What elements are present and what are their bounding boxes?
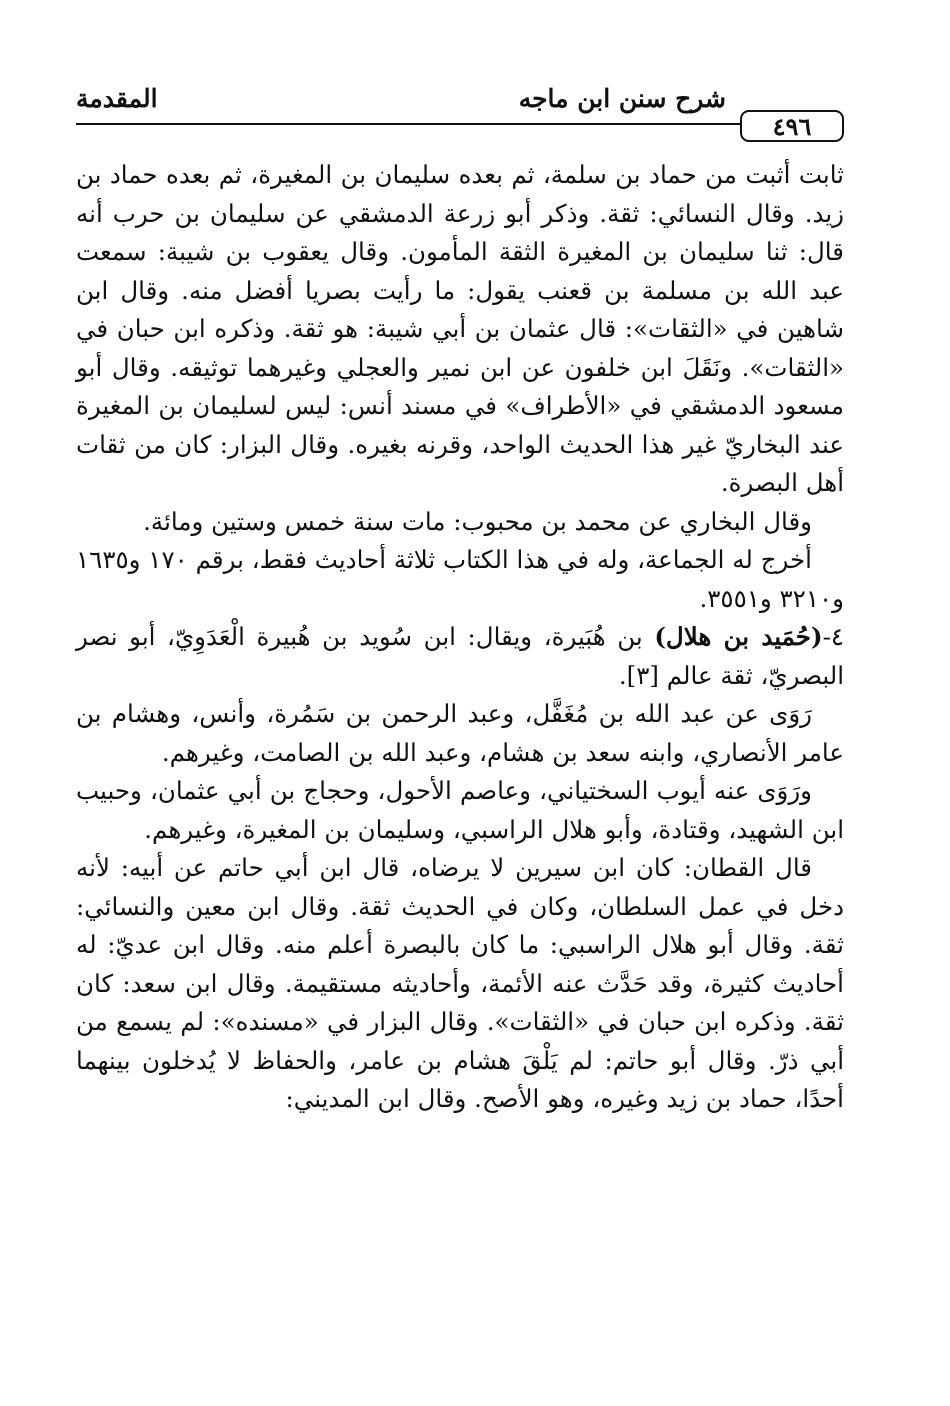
- paragraph-7: قال القطان: كان ابن سيرين لا يرضاه، قال ابن أبي حاتم عن أبيه: لأنه دخل في عمل السلطان، وكان في الحديث ثقة. وقال ابن معين والنسائي: ثقة. وقال أبو هلال الراسبي: ما كان بالبصرة أعلم منه. وقال ابن عديّ: له أحاديث كثيرة، وقد حَدَّث عنه الأئمة، وأحاديثه مستقيمة. وقال ابن سعد: كان ثقة. وذكره ابن حبان في «الثقات». وقال البزار في «مسنده»: لم يسمع من أبي ذرّ. وقال أبو حاتم: لم يَلْقَ هشام بن عامر، والحفاظ لا يُدخلون بينهما أحدًا، حماد بن زيد وغيره، وهو الأصح. وقال ابن المديني:: [76, 853, 844, 1113]
- paragraph-4-biography: [76, 618, 844, 695]
- section-title: المقدمة: [76, 84, 158, 113]
- page-number: ٤٩٦: [740, 110, 844, 142]
- header-rule: [76, 123, 742, 125]
- paragraph-1: ثابت أثبت من حماد بن سلمة، ثم بعده سليمان بن المغيرة، ثم بعده حماد بن زيد. وقال النسائي: ثقة. وذكر أبو زرعة الدمشقي عن سليمان بن حرب أنه قال: ثنا سليمان بن المغيرة الثقة المأمون. وقال يعقوب بن شيبة: سمعت عبد الله بن مسلمة بن قعنب يقول: ما رأيت بصريا أفضل منه. وقال ابن شاهين في «الثقات»: قال عثمان بن أبي شيبة: هو ثقة. وذكره ابن حبان في «الثقات». ونَقَلَ ابن خلفون عن ابن نمير والعجلي وغيرهما توثيقه. وقال أبو مسعود الدمشقي في «الأطراف» في مسند أنس: ليس لسليمان بن المغيرة عند البخاريّ غير هذا الحديث الواحد، وقرنه بغيره. وقال البزار: كان من ثقات أهل البصرة.: [76, 160, 844, 497]
- page-body: [76, 156, 844, 1119]
- book-title: شرح سنن ابن ماجه: [518, 84, 726, 113]
- paragraph-6: ورَوَى عنه أيوب السختياني، وعاصم الأحول، وحجاج بن أبي عثمان، وحبيب ابن الشهيد، وقتادة، وأبو هلال الراسبي، وسليمان بن المغيرة، وغيرهم.: [76, 776, 844, 844]
- page-header: [76, 84, 844, 148]
- biography-name: (حُمَيد بن هلال): [654, 622, 823, 651]
- paragraph-5: رَوَى عن عبد الله بن مُغَفَّل، وعبد الرحمن بن سَمُرة، وأنس، وهشام بن عامر الأنصاري، وابنه سعد بن هشام، وعبد الله بن الصامت، وغيرهم.: [76, 699, 844, 767]
- biography-number: ٤-: [822, 622, 845, 651]
- paragraph-2: وقال البخاري عن محمد بن محبوب: مات سنة خمس وستين ومائة.: [143, 506, 812, 536]
- paragraph-3: أخرج له الجماعة، وله في هذا الكتاب ثلاثة أحاديث فقط، برقم ١٧٠ و١٦٣٥ و٣٢١٠ و٣٥٥١.: [76, 545, 844, 613]
- biography-description: بن هُبَيرة، ويقال: ابن سُويد بن هُبيرة الْعَدَوِيّ، أبو نصر البصريّ، ثقة عالم [٣].: [76, 622, 844, 690]
